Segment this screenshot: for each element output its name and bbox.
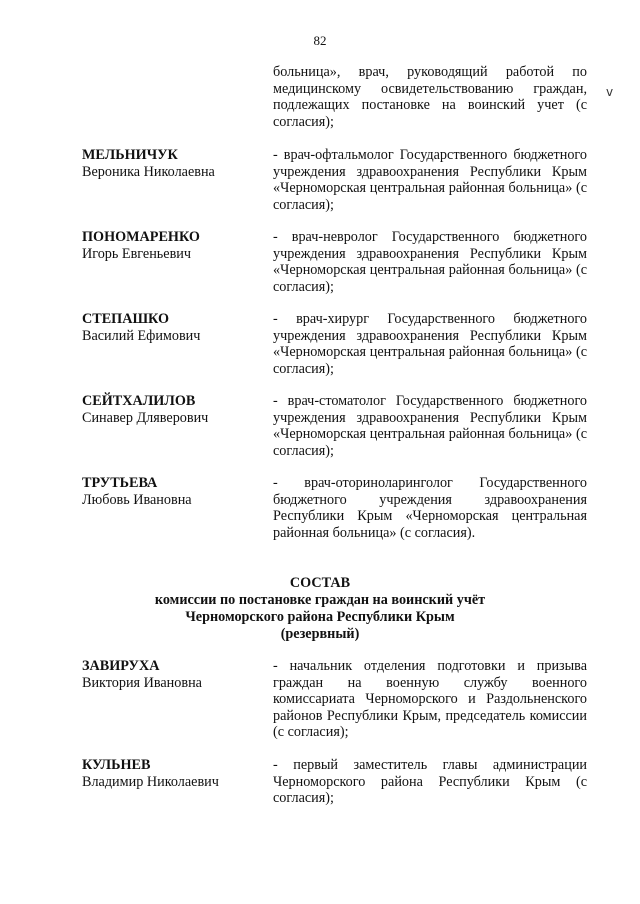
member-role: - врач-хирург Государственного бюджетного учреждения здравоохранения Республики Крым «Черноморская центральная районная больница» (с согласия); [273,311,587,377]
member-role: - врач-невролог Государственного бюджетного учреждения здравоохранения Республики Крым «Черноморская центральная районная больница» (с согласия); [273,229,587,295]
margin-check-mark: v [606,85,614,99]
section-subtitle-line: (резервный) [280,626,360,642]
section-subtitle-line: комиссии по постановке граждан на воинский учёт [154,592,486,608]
member-name [82,229,272,262]
member-name [82,393,272,426]
member-given-name: Вероника Николаевна [82,163,215,180]
member-role: - врач-оториноларинголог Государственного бюджетного учреждения здравоохранения Республики Крым «Черноморская центральная районная больница» (с согласия). [273,475,587,541]
member-given-name: Владимир Николаевич [82,773,219,790]
member-surname: ЗАВИРУХА [82,658,160,674]
member-surname: ПОНОМАРЕНКО [82,229,200,245]
member-name [82,658,272,691]
member-role: - врач-стоматолог Государственного бюджетного учреждения здравоохранения Республики Крым «Черноморская центральная районная больница» (с согласия); [273,393,587,459]
member-name [82,757,272,790]
member-given-name: Василий Ефимович [82,327,201,344]
member-given-name: Любовь Ивановна [82,491,192,508]
member-surname: МЕЛЬНИЧУК [82,147,178,163]
member-role: - врач-офтальмолог Государственного бюджетного учреждения здравоохранения Республики Крым «Черноморская центральная районная больница» (с согласия); [273,147,587,213]
member-given-name: Синавер Дляверович [82,409,209,426]
member-role: - первый заместитель главы администрации Черноморского района Республики Крым (с согласия); [273,757,587,806]
member-name [82,311,272,344]
member-surname: КУЛЬНЕВ [82,757,151,773]
member-surname: СЕЙТХАЛИЛОВ [82,393,196,409]
member-surname: ТРУТЬЕВА [82,475,158,491]
member-name [82,475,272,508]
continuation-role-text: больница», врач, руководящий работой по медицинскому освидетельствованию граждан, подлежащих постановке на воинский учет (с согласия); [273,64,587,130]
member-name [82,147,272,180]
section-subtitle-line: Черноморского района Республики Крым [185,609,455,625]
member-given-name: Виктория Ивановна [82,674,202,691]
page-number: 82 [313,33,327,48]
section-title-line: СОСТАВ [289,575,351,591]
member-role: - начальник отделения подготовки и призыва граждан на военную службу военного комиссариата Черноморского и Раздольненского районов Республики Крым, председатель комиссии (с согласия); [273,658,587,740]
member-given-name: Игорь Евгеньевич [82,245,191,262]
member-surname: СТЕПАШКО [82,311,170,327]
